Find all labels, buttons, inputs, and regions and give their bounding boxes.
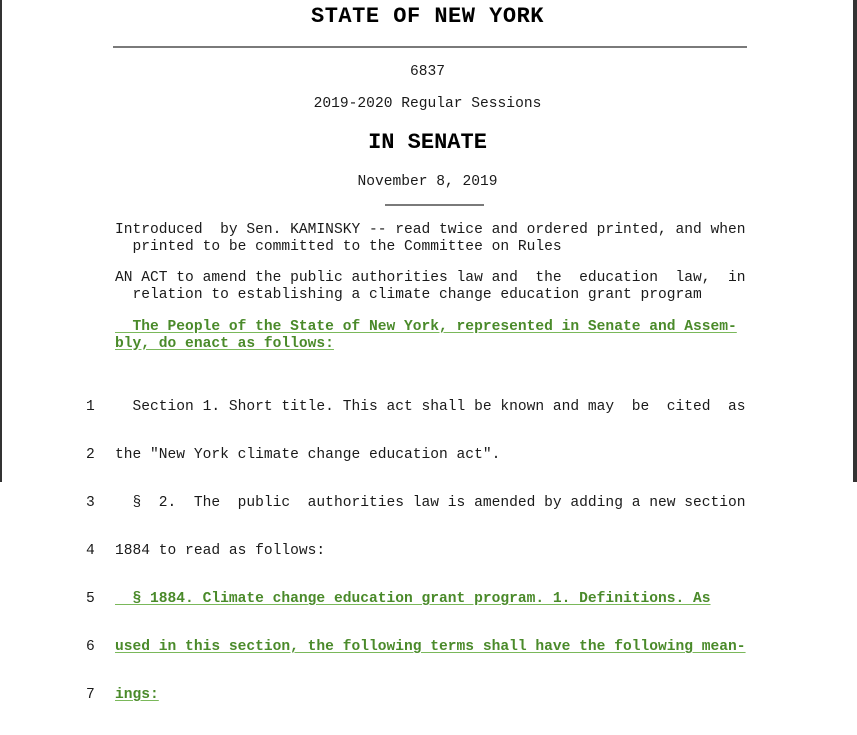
bill-line [86,447,746,463]
line-number: 2 [86,447,95,463]
line-number: 3 [86,495,95,511]
header-divider [113,46,747,48]
introduction-paragraph [115,222,746,255]
enacting-clause-line-1: The People of the State of New York, represented in Senate and Assem- [115,319,737,335]
line-number: 5 [86,591,95,607]
act-title-line-1: AN ACT to amend the public authorities law and the education law, in [115,270,746,286]
date-divider [385,204,484,206]
bill-line [86,543,746,559]
act-title-line-2: relation to establishing a climate change education grant program [115,286,702,303]
line-text: § 2. The public authorities law is amended by adding a new section [115,495,746,511]
bill-line-added [86,591,746,607]
introduction-date: November 8, 2019 [357,174,498,190]
bill-line-added [86,687,746,703]
bill-line-added [86,639,746,655]
act-title-paragraph [115,270,746,303]
bill-line [86,495,746,511]
line-number: 1 [86,399,95,415]
session-label: 2019-2020 Regular Sessions [313,96,542,112]
chamber-title: IN SENATE [368,130,487,155]
enacting-clause-line-2: bly, do enact as follows: [115,335,334,352]
bill-line [86,399,746,415]
line-text: the "New York climate change education act". [115,447,501,463]
line-number: 6 [86,639,95,655]
bill-body [86,367,746,735]
enacting-clause [115,319,737,352]
line-text: 1884 to read as follows: [115,543,326,559]
line-number: 4 [86,543,95,559]
line-number: 7 [86,687,95,703]
bill-number: 6837 [409,64,446,80]
line-text: Section 1. Short title. This act shall be known and may be cited as [115,399,746,415]
introduction-line-2: printed to be committed to the Committee on Rules [115,238,562,255]
added-line-text: § 1884. Climate change education grant program. 1. Definitions. As [115,591,711,607]
added-line-text: used in this section, the following terms shall have the following mean- [115,639,746,655]
state-title: STATE OF NEW YORK [311,4,544,29]
added-line-text: ings: [115,687,159,703]
introduction-line-1: Introduced by Sen. KAMINSKY -- read twice and ordered printed, and when [115,222,746,238]
